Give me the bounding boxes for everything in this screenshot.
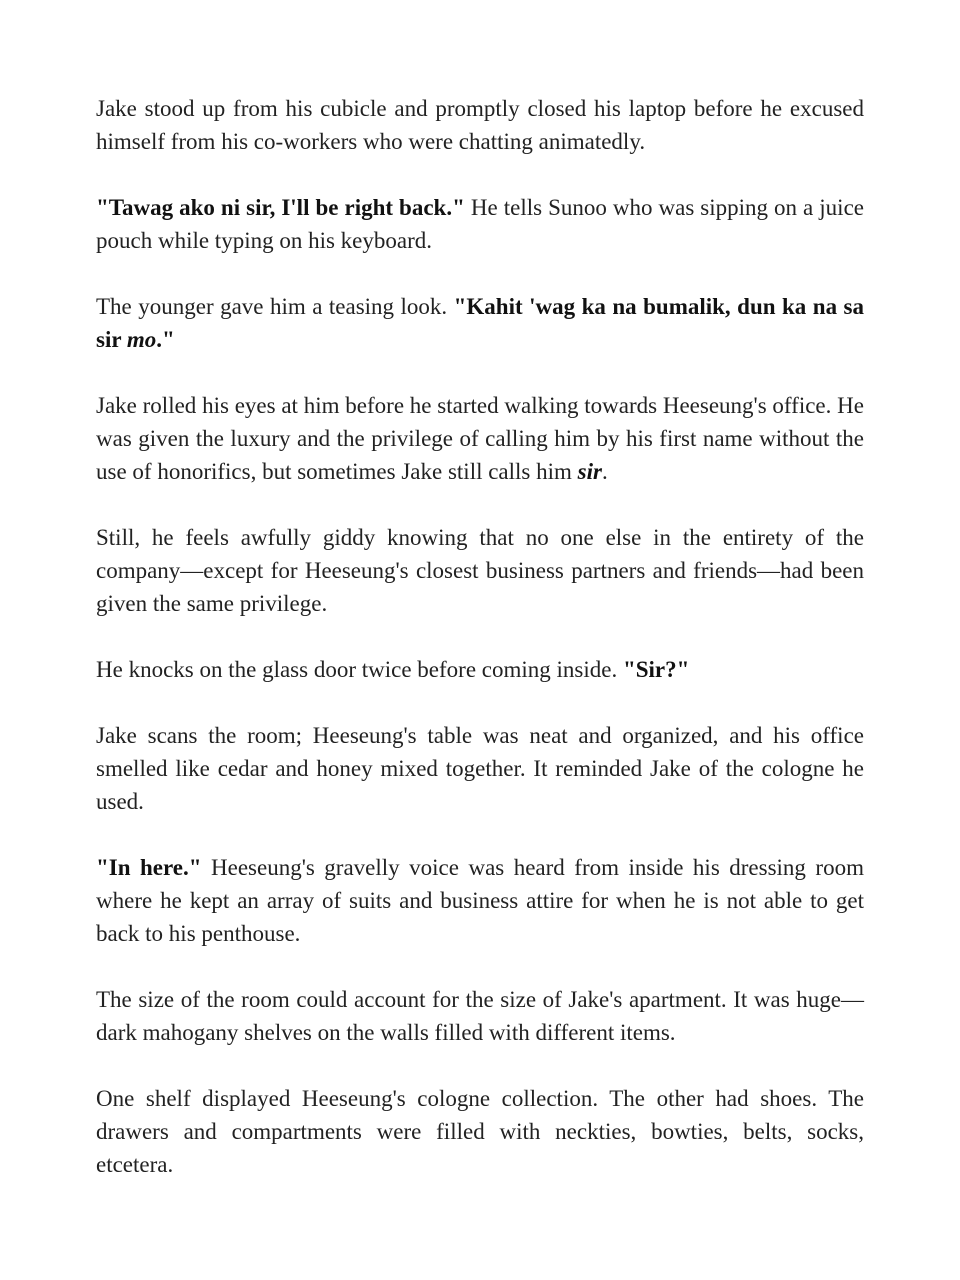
narration-text: He tells Sunoo who was sipping on a juice pouch while typing on his keyboard. [96,195,864,253]
narration-text: Still, he feels awfully giddy knowing that no one else in the entirety of the company—except for Heeseung's closest business partners and friends—had been given the same privilege. [96,525,864,616]
paragraph-9 [96,983,864,1049]
paragraph-3 [96,290,864,356]
narration-text: One shelf displayed Heeseung's cologne collection. The other had shoes. The drawers and compartments were filled with neckties, bowties, belts, socks, etcetera. [96,1086,864,1177]
paragraph-2 [96,191,864,257]
paragraph-6 [96,653,864,686]
dialogue-text: "Kahit 'wag ka na bumalik, dun ka na sa sir mo." [96,294,864,352]
narration-text: The younger gave him a teasing look. [96,294,454,319]
narration-text: Jake scans the room; Heeseung's table was neat and organized, and his office smelled like cedar and honey mixed together. It reminded Jake of the cologne he used. [96,723,864,814]
paragraph-8 [96,851,864,950]
dialogue-text: "Tawag ako ni sir, I'll be right back." [96,195,465,220]
emphasis-text: sir [577,459,602,484]
narration-text: He knocks on the glass door twice before coming inside. [96,657,623,682]
paragraph-4: Jake rolled his eyes at him before he started walking towards Heeseung's office. He was given the luxury and the privilege of calling him by his first name without the use of honorifics, but sometimes Jake still calls him sir. [96,393,864,484]
paragraph-7 [96,719,864,818]
paragraph-10 [96,1082,864,1181]
narration-text: The size of the room could account for the size of Jake's apartment. It was huge—dark mahogany shelves on the walls filled with different items. [96,987,864,1045]
paragraph-1 [96,92,864,158]
paragraph-5 [96,521,864,620]
dialogue-text: "In here." [96,855,202,880]
narration-text: Jake stood up from his cubicle and promptly closed his laptop before he excused himself from his co-workers who were chatting animatedly. [96,96,864,154]
dialogue-text: "Sir?" [622,657,690,682]
narration-text: Heeseung's gravelly voice was heard from inside his dressing room where he kept an array of suits and business attire for when he is not able to get back to his penthouse. [96,855,864,946]
story-page [96,92,864,1181]
narration-text: Jake rolled his eyes at him before he started walking towards Heeseung's office. He was given the luxury and the privilege of calling him by his first name without the use of honorifics, but sometimes Jake still calls him [96,393,864,484]
emphasis-text: mo [126,327,157,352]
